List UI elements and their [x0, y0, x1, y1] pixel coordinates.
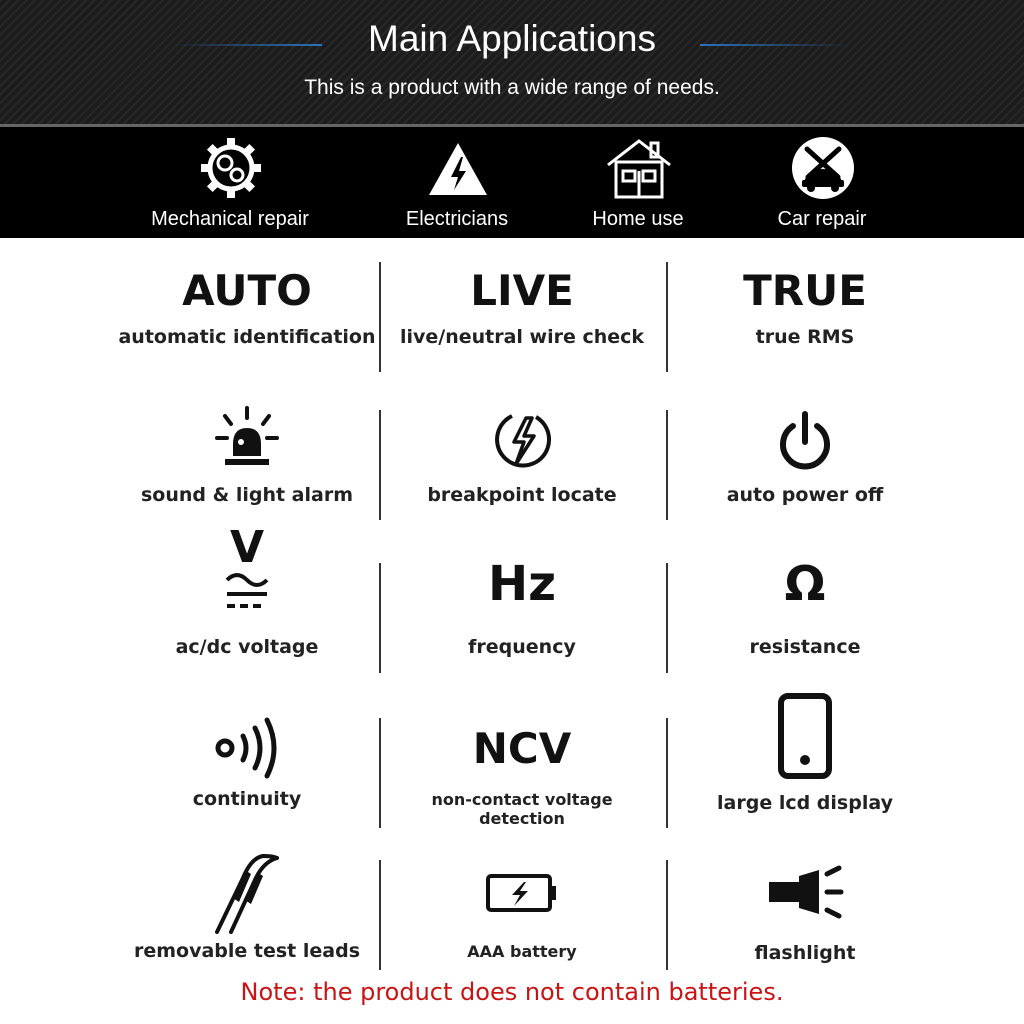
column-divider — [666, 563, 668, 673]
feature-title: Ω — [784, 556, 826, 612]
applications-bar — [0, 127, 1024, 238]
feature-caption: resistance — [749, 636, 861, 658]
alarm-light-icon — [207, 404, 287, 484]
feature-caption: frequency — [468, 636, 576, 658]
application-electricians — [357, 127, 557, 238]
house-icon — [606, 135, 672, 201]
flashlight-icon — [765, 860, 845, 930]
feature-caption: sound & light alarm — [141, 484, 353, 506]
feature-caption: ac/dc voltage — [175, 636, 319, 658]
voltage-symbol: V — [229, 522, 265, 573]
feature-caption: AAA battery — [467, 942, 577, 961]
feature-caption: automatic identification — [118, 326, 376, 348]
column-divider — [666, 262, 668, 372]
application-car-repair — [722, 127, 922, 238]
feature-continuity — [112, 700, 382, 850]
feature-frequency — [387, 556, 657, 706]
application-label: Home use — [592, 208, 684, 230]
feature-breakpoint — [387, 402, 657, 552]
feature-auto — [112, 266, 382, 416]
ac-dc-voltage-icon — [207, 570, 287, 616]
feature-caption: auto power off — [726, 484, 884, 506]
column-divider — [666, 860, 668, 970]
gears-icon — [198, 135, 264, 201]
power-icon — [765, 404, 845, 484]
column-divider — [666, 718, 668, 828]
column-divider — [666, 410, 668, 520]
feature-ac-dc-voltage — [112, 522, 382, 678]
phone-display-icon — [765, 692, 845, 782]
feature-auto-power-off — [670, 402, 940, 552]
page-subtitle: This is a product with a wide range of needs. — [304, 76, 720, 99]
feature-large-lcd — [670, 690, 940, 840]
features-grid — [0, 238, 1024, 988]
application-home-use — [538, 127, 738, 238]
continuity-icon — [207, 702, 287, 782]
car-repair-icon — [790, 135, 856, 201]
page-title: Main Applications — [368, 18, 656, 59]
breakpoint-icon — [482, 404, 562, 484]
high-voltage-icon — [425, 135, 491, 201]
test-leads-icon — [207, 850, 287, 936]
feature-title: TRUE — [743, 266, 867, 315]
application-mechanical-repair — [130, 127, 330, 238]
feature-caption: flashlight — [754, 942, 856, 964]
feature-title: LIVE — [470, 266, 574, 315]
feature-title: NCV — [472, 724, 572, 773]
feature-live — [387, 266, 657, 416]
battery-note: Note: the product does not contain batteries. — [240, 978, 784, 1006]
feature-caption: large lcd display — [717, 792, 893, 814]
feature-true-rms — [670, 266, 940, 416]
feature-title: Hz — [487, 556, 557, 612]
battery-icon — [482, 864, 562, 924]
feature-resistance — [670, 556, 940, 706]
feature-caption: live/neutral wire check — [399, 326, 645, 348]
feature-caption: continuity — [192, 788, 302, 810]
application-label: Mechanical repair — [151, 208, 309, 230]
feature-caption: removable test leads — [133, 940, 361, 962]
feature-caption: true RMS — [755, 326, 855, 348]
title-divider-right — [700, 44, 850, 46]
application-label: Electricians — [405, 208, 509, 230]
header-banner — [0, 0, 1024, 124]
application-label: Car repair — [777, 208, 867, 230]
feature-caption: breakpoint locate — [427, 484, 617, 506]
feature-caption: non-contact voltage detection — [431, 790, 613, 828]
feature-title: AUTO — [182, 266, 312, 315]
